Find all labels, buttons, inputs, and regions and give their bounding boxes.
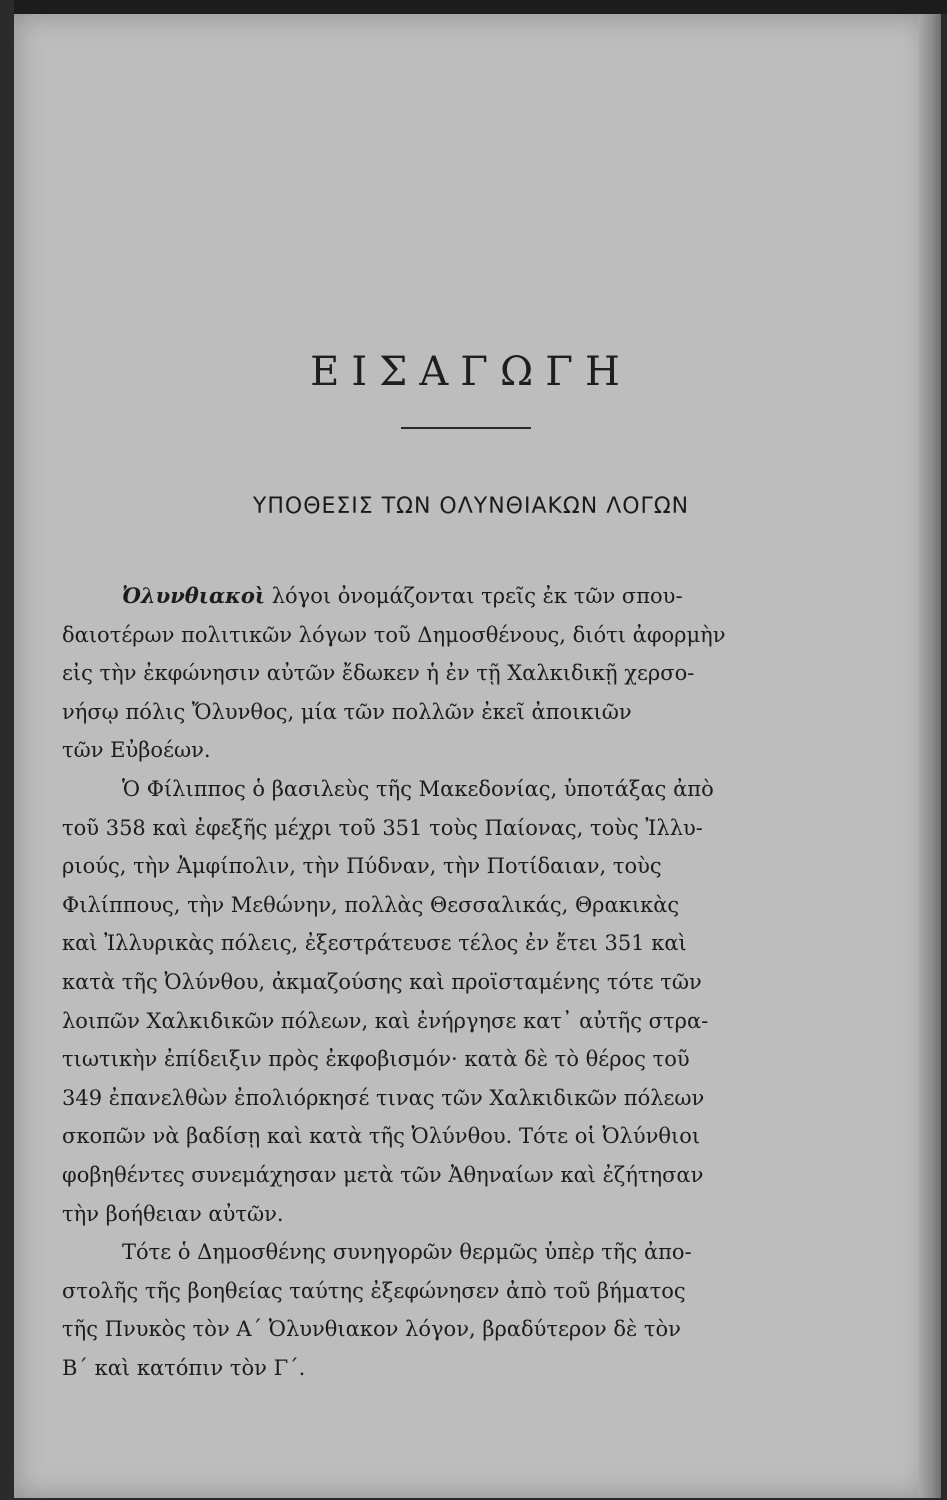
text-line: Ὀλυνθιακοὶ λόγοι ὀνομάζονται τρεῖς ἐκ τῶν σπου-: [122, 583, 683, 608]
text-line: στολῆς τῆς βοηθείας ταύτης ἐξεφώνησεν ἀπὸ τοῦ βήματος: [62, 1278, 686, 1303]
paragraph-1: [62, 577, 884, 770]
text-line: τιωτικὴν ἐπίδειξιν πρὸς ἐκφοβισμόν· κατὰ δὲ τὸ θέρος τοῦ: [62, 1047, 690, 1072]
text-line: ριούς, τὴν Ἀμφίπολιν, τὴν Πύδναν, τὴν Ποτίδαιαν, τοὺς: [62, 854, 662, 879]
lead-word: Ὀλυνθιακοὶ: [122, 583, 266, 608]
text-line: Τότε ὁ Δημοσθένης συνηγορῶν θερμῶς ὑπὲρ τῆς ἀπο-: [122, 1240, 692, 1265]
text-line: τὴν βοήθειαν αὐτῶν.: [62, 1201, 284, 1226]
section-subtitle: ΥΠΟΘΕΣΙΣ ΤΩΝ ΟΛΥΝΘΙΑΚΩΝ ΛΟΓΩΝ: [252, 494, 690, 519]
text-line: Φιλίππους, τὴν Μεθώνην, πολλὰς Θεσσαλικάς, Θρακικὰς: [62, 892, 680, 917]
text-line: νήσῳ πόλις Ὄλυνθος, μία τῶν πολλῶν ἐκεῖ ἀποικιῶν: [62, 699, 632, 724]
scan-left-edge: [0, 0, 14, 1500]
text-line: τῆς Πνυκὸς τὸν Α´ Ὀλυνθιακον λόγον, βραδύτερον δὲ τὸν: [62, 1317, 681, 1342]
scan-top-edge: [0, 0, 947, 14]
book-page: [14, 14, 928, 1498]
text-line: λοιπῶν Χαλκιδικῶν πόλεων, καὶ ἐνήργησε κατ᾽ αὐτῆς στρα-: [62, 1008, 709, 1033]
text-line: Β´ καὶ κατόπιν τὸν Γ´.: [62, 1355, 306, 1380]
title-divider: [401, 427, 531, 429]
body-text: [62, 577, 884, 1387]
text-line: κατὰ τῆς Ὀλύνθου, ἀκμαζούσης καὶ προϊσταμένης τότε τῶν: [62, 969, 702, 994]
text-line: 349 ἐπανελθὼν ἐπολιόρκησέ τινας τῶν Χαλκιδικῶν πόλεων: [62, 1085, 705, 1110]
book-gutter-edge: [919, 14, 941, 1498]
text-line: εἰς τὴν ἐκφώνησιν αὐτῶν ἔδωκεν ἡ ἐν τῇ Χαλκιδικῇ χερσο-: [62, 661, 695, 686]
paragraph-3: [62, 1233, 884, 1387]
paragraph-2: [62, 770, 884, 1233]
text-line: τῶν Εὐβοέων.: [62, 738, 211, 763]
text-line: τοῦ 358 καὶ ἐφεξῆς μέχρι τοῦ 351 τοὺς Παίονας, τοὺς Ἰλλυ-: [62, 815, 703, 840]
text-line: δαιοτέρων πολιτικῶν λόγων τοῦ Δημοσθένους, διότι ἀφορμὴν: [62, 622, 726, 647]
text-line: φοβηθέντες συνεμάχησαν μετὰ τῶν Ἀθηναίων καὶ ἐζήτησαν: [62, 1162, 704, 1187]
text-line: σκοπῶν νὰ βαδίσῃ καὶ κατὰ τῆς Ὀλύνθου. Τότε οἱ Ὀλύνθιοι: [62, 1124, 701, 1149]
text-line: Ὁ Φίλιππος ὁ βασιλεὺς τῆς Μακεδονίας, ὑποτάξας ἀπὸ: [122, 776, 714, 801]
text-line: καὶ Ἰλλυρικὰς πόλεις, ἐξεστράτευσε τέλος ἐν ἔτει 351 καὶ: [62, 931, 687, 956]
page-title: ΕΙΣΑΓΩΓΗ: [310, 349, 632, 395]
